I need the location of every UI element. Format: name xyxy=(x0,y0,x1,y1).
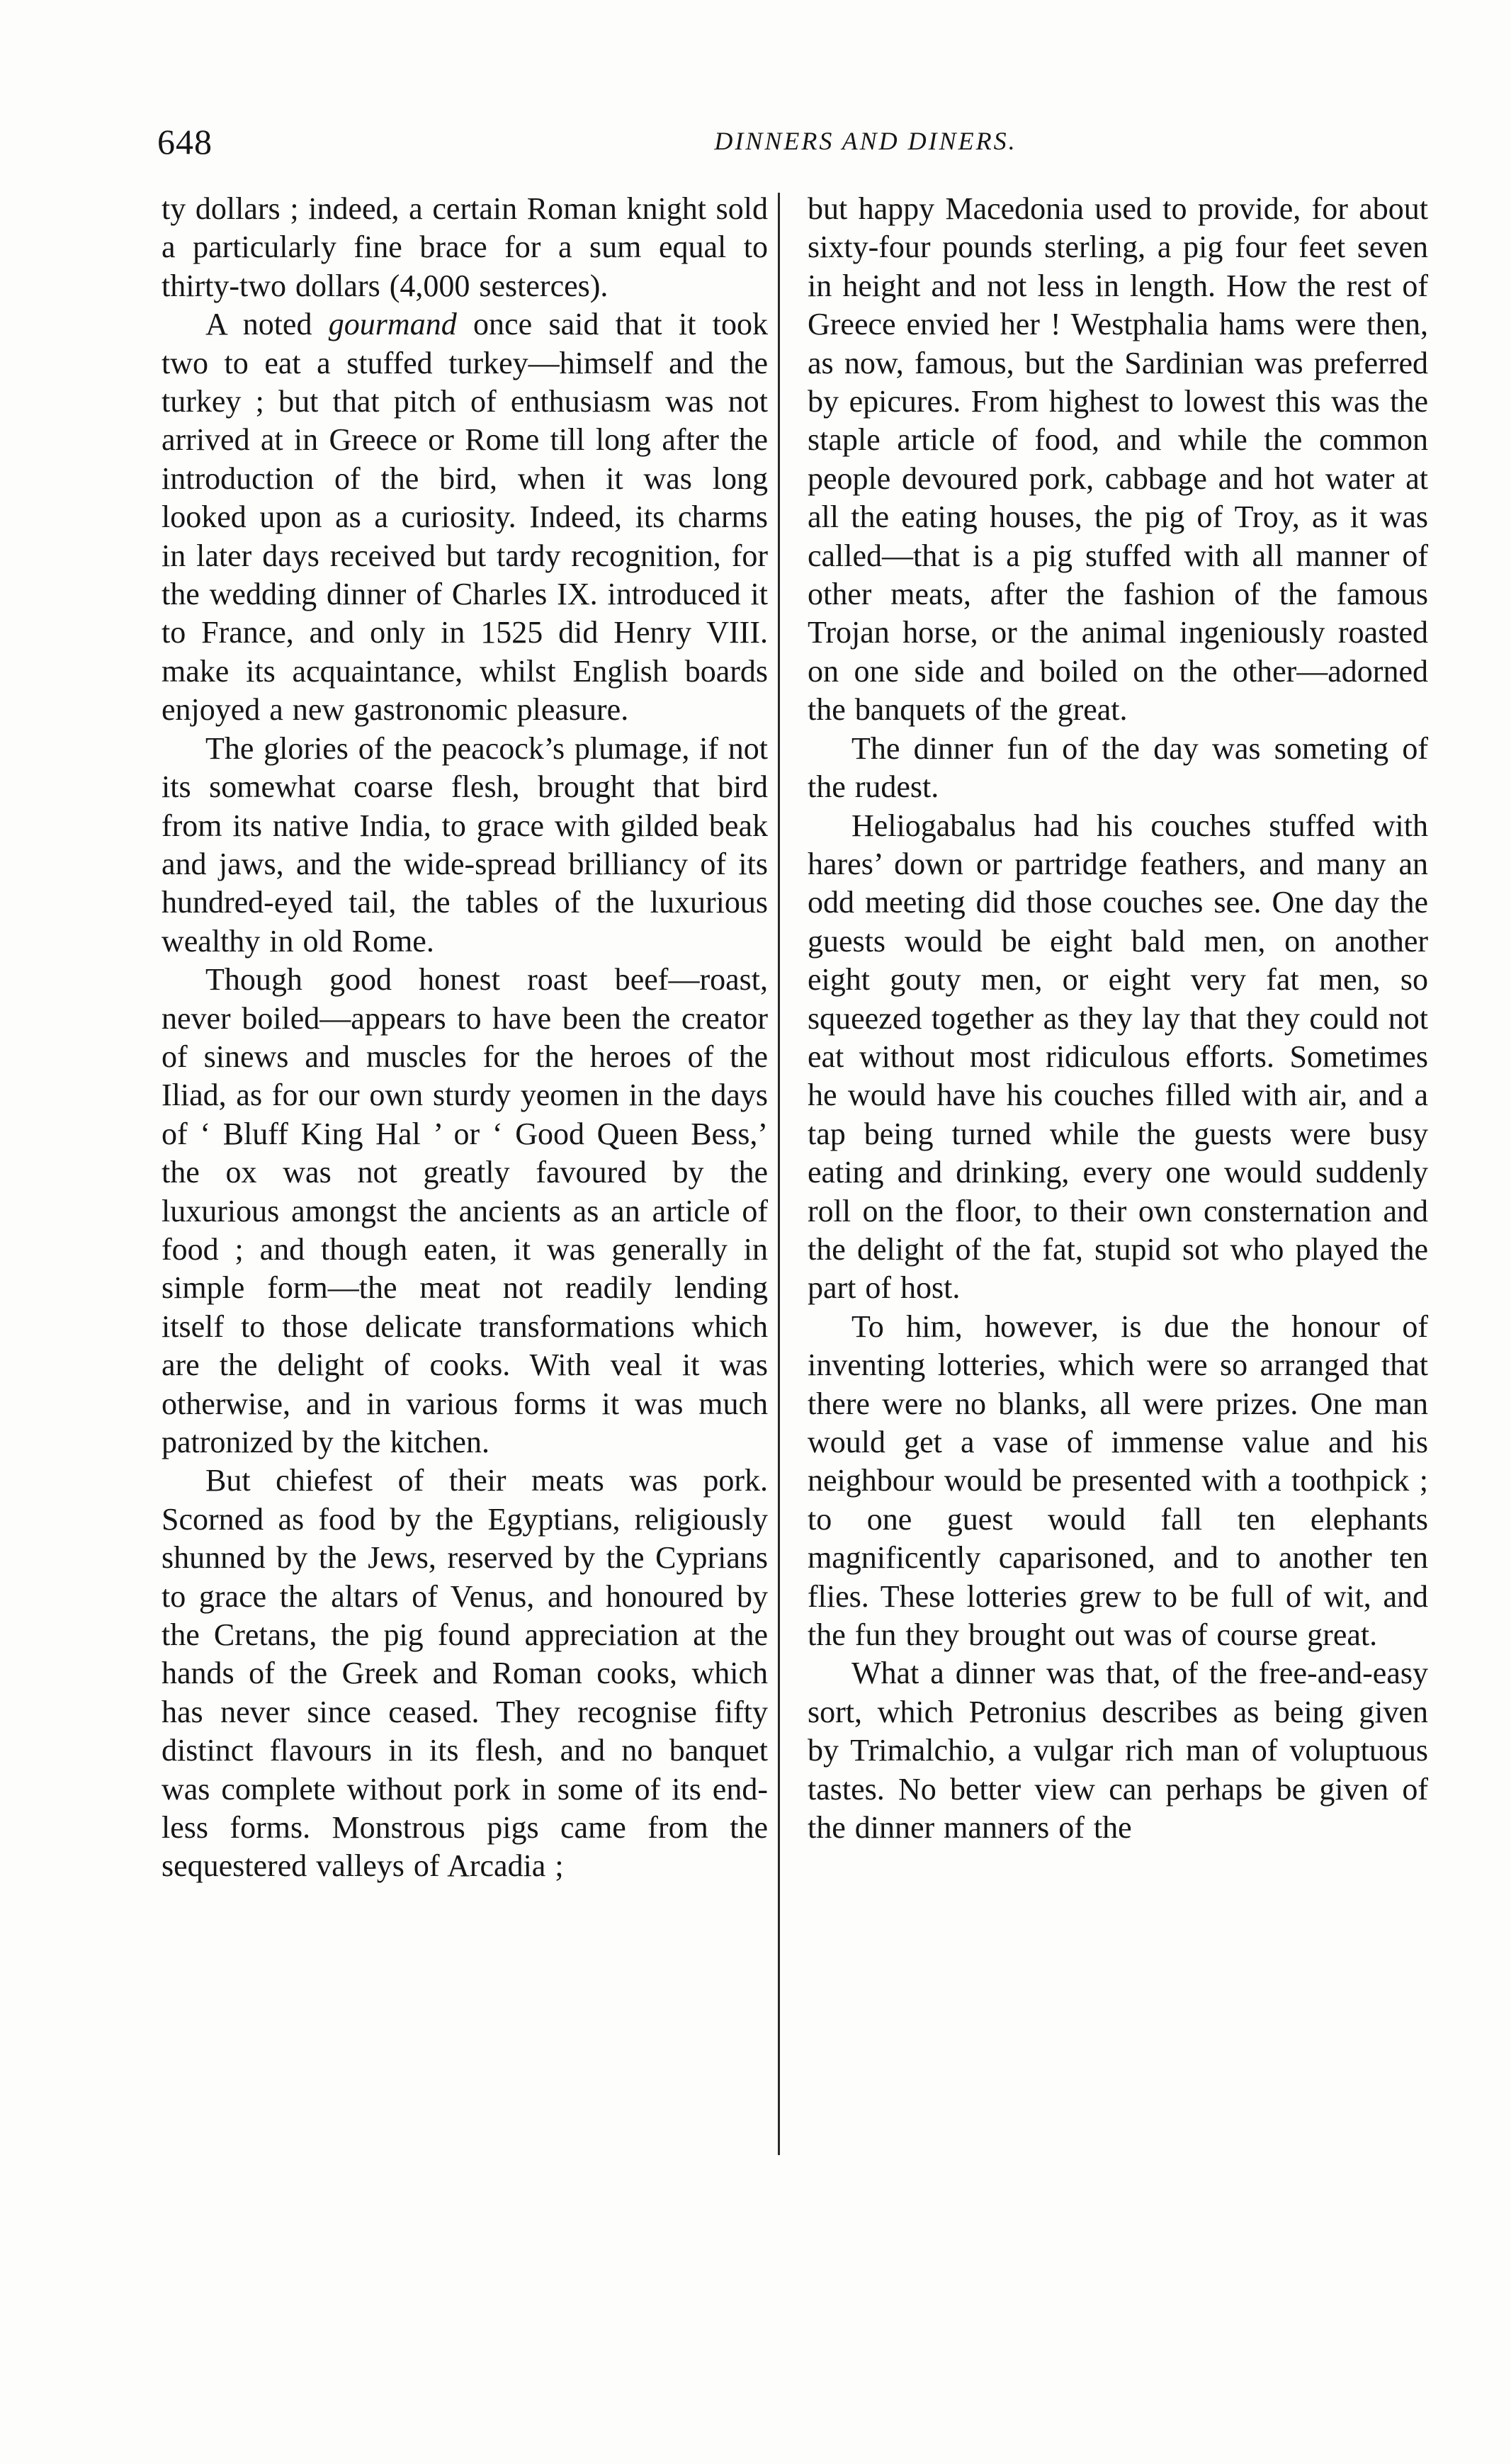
column-divider xyxy=(778,193,780,2155)
paragraph: ty dollars ; indeed, a certain Roman knight sold a particularly fine brace for a sum equal to thirty-two dollars (4,000 sesterces). xyxy=(162,191,768,303)
paragraph-text: once said that it took two to eat a stuffed turkey—himself and the turkey ; but that pitch of enthusiasm was not arrived at in Greece or Rome till long after the introduction of the bird, when it was long looked upon as a curiosity. Indeed, its charms in later days received but tardy recognition, for the wedding dinner of Charles IX. introduced it to France, and only in 1525 did Henry VIII. make its acquaintance, whilst English boards enjoyed a new gastronomic pleasure. xyxy=(162,307,768,728)
page-header xyxy=(157,120,1432,163)
running-title: DINNERS AND DINERS. xyxy=(714,127,1017,155)
paragraph: Though good honest roast beef—roast, never boiled—appears to have been the creator of sinews and muscles for the heroes of the Iliad, as for our own sturdy yeomen in the days of ‘ Bluff King Hal ’ or ‘ Good Queen Bess,’ the ox was not greatly favoured by the luxurious amongst the ancients as an article of food ; and though eaten, it was generally in simple form—the meat not readily lending itself to those delicate transformations which are the delight of cooks. With veal it was otherwise, and in various forms it was much patronized by the kitchen. xyxy=(162,962,768,1459)
left-column xyxy=(162,190,768,1886)
paragraph: but happy Macedonia used to provide, for about sixty-four pounds sterling, a pig four feet seven in height and not less in length. How the rest of Greece envied her ! Westphalia hams were then, as now, famous, but the Sardinian was preferred by epicures. From highest to lowest this was the staple article of food, and while the common people devoured pork, cabbage and hot water at all the eating houses, the pig of Troy, as it was called—that is a pig stuffed with all manner of other meats, after the fashion of the famous Trojan horse, or the animal ingeniously roasted on one side and boiled on the other—adorned the banquets of the great. xyxy=(808,191,1428,728)
paragraph: To him, however, is due the honour of inventing lotteries, which were so arranged that there were no blanks, all were prizes. One man would get a vase of immense value and his neighbour would be presented with a toothpick ; to one guest would fall ten elephants magnificently caparisoned, and to another ten flies. These lotteries grew to be full of wit, and the fun they brought out was of course great. xyxy=(808,1309,1428,1653)
paragraph: Heliogabalus had his couches stuffed with hares’ down or partridge feathers, and many an odd meeting did those couches see. One day the guests would be eight bald men, on another eight gouty men, or eight very fat men, so squeezed together as they lay that they could not eat without most ridiculous efforts. Sometimes he would have his couches filled with air, and a tap being turned while the guests were busy eating and drinking, every one would suddenly roll on the floor, to their own consternation and the delight of the fat, stupid sot who played the part of host. xyxy=(808,808,1428,1306)
paragraph: What a dinner was that, of the free-and-easy sort, which Petronius describes as being given by Trimalchio, a vulgar rich man of voluptuous tastes. No better view can perhaps be given of the dinner manners of the xyxy=(808,1656,1428,1846)
paragraph: The dinner fun of the day was someting of the rudest. xyxy=(808,730,1428,805)
page-number: 648 xyxy=(157,122,213,162)
right-column xyxy=(808,190,1428,1847)
paragraph: The glories of the peacock’s plumage, if not its somewhat coarse flesh, brought that bird from its native India, to grace with gilded beak and jaws, and the wide-spread brilliancy of its hundred-eyed tail, the tables of the luxurious wealthy in old Rome. xyxy=(162,730,768,959)
paragraph: But chiefest of their meats was pork. Scorned as food by the Egyptians, religiously shunned by the Jews, reserved by the Cyprians to grace the altars of Venus, and honoured by the Cretans, the pig found appreciation at the hands of the Greek and Roman cooks, which has never since ceased. They recognise fifty distinct flavours in its flesh, and no banquet was complete without pork in some of its endless forms. Monstrous pigs came from the sequestered valleys of Arcadia ; xyxy=(162,1463,768,1884)
paragraph-text: A noted xyxy=(205,307,329,342)
italic-word: gourmand xyxy=(328,307,457,342)
paragraph xyxy=(162,305,768,729)
